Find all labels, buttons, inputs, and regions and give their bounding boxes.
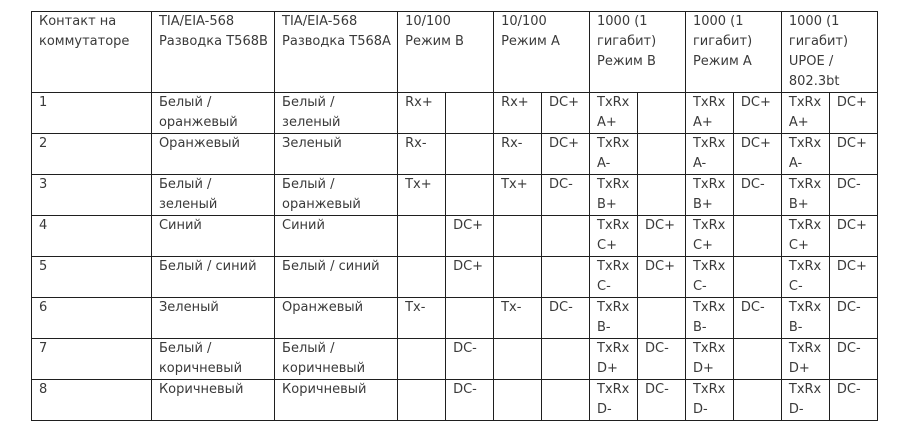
cell-t568b: Белый / коричневый	[151, 339, 274, 380]
cell-10-100-mode-a-data: Rx+	[494, 93, 542, 134]
cell-t568b: Зеленый	[151, 298, 274, 339]
cell-10-100-mode-a-power: DC+	[542, 134, 590, 175]
cell-10-100-mode-a-power: DC-	[542, 298, 590, 339]
cell-upoe-power: DC-	[829, 380, 877, 421]
cell-10-100-mode-a-data: Tx+	[494, 175, 542, 216]
cell-pin: 3	[32, 175, 152, 216]
cell-upoe-data: TxRx B-	[781, 298, 829, 339]
cell-1000-mode-b-power: DC+	[637, 257, 685, 298]
cell-1000-mode-a-power	[733, 380, 781, 421]
cell-t568a: Оранжевый	[275, 298, 398, 339]
cell-upoe-data: TxRx A+	[781, 93, 829, 134]
cell-1000-mode-b-data: TxRx A+	[590, 93, 638, 134]
cell-1000-mode-b-data: TxRx A-	[590, 134, 638, 175]
cell-1000-mode-a-data: TxRx C+	[685, 216, 733, 257]
header-row	[32, 12, 878, 93]
cell-1000-mode-b-data: TxRx C+	[590, 216, 638, 257]
cell-upoe-power: DC-	[829, 339, 877, 380]
cell-upoe-power: DC-	[829, 298, 877, 339]
table-row	[32, 339, 878, 380]
cell-10-100-mode-a-power	[542, 339, 590, 380]
cell-1000-mode-b-data: TxRx B-	[590, 298, 638, 339]
cell-t568a: Синий	[275, 216, 398, 257]
cell-pin: 2	[32, 134, 152, 175]
cell-1000-mode-b-data: TxRx B+	[590, 175, 638, 216]
cell-10-100-mode-a-power	[542, 216, 590, 257]
cell-1000-mode-a-power: DC+	[733, 134, 781, 175]
cell-10-100-mode-a-data: Rx-	[494, 134, 542, 175]
cell-1000-mode-a-power: DC-	[733, 175, 781, 216]
cell-10-100-mode-b-data	[398, 257, 446, 298]
cell-upoe-data: TxRx D+	[781, 339, 829, 380]
cell-t568a: Белый / оранжевый	[275, 175, 398, 216]
cell-10-100-mode-a-data	[494, 257, 542, 298]
header-10-100-mode-b: 10/100 Режим B	[398, 12, 494, 93]
pinout-table	[31, 11, 878, 421]
cell-1000-mode-a-data: TxRx D+	[685, 339, 733, 380]
cell-10-100-mode-b-data	[398, 216, 446, 257]
cell-1000-mode-a-power	[733, 339, 781, 380]
table-row	[32, 380, 878, 421]
cell-1000-mode-b-data: TxRx D+	[590, 339, 638, 380]
cell-10-100-mode-a-data	[494, 380, 542, 421]
table-row	[32, 257, 878, 298]
cell-1000-mode-a-power	[733, 257, 781, 298]
table-row	[32, 175, 878, 216]
table-row	[32, 216, 878, 257]
cell-1000-mode-b-power: DC-	[637, 380, 685, 421]
cell-upoe-data: TxRx D-	[781, 380, 829, 421]
header-contact: Контакт на коммутаторе	[32, 12, 152, 93]
cell-t568a: Белый / зеленый	[275, 93, 398, 134]
cell-t568b: Коричневый	[151, 380, 274, 421]
cell-1000-mode-a-data: TxRx A+	[685, 93, 733, 134]
cell-10-100-mode-a-data	[494, 339, 542, 380]
cell-1000-mode-a-power: DC-	[733, 298, 781, 339]
cell-1000-mode-b-power	[637, 93, 685, 134]
cell-10-100-mode-b-power: DC+	[446, 257, 494, 298]
cell-10-100-mode-a-data: Tx-	[494, 298, 542, 339]
cell-t568b: Синий	[151, 216, 274, 257]
cell-t568b: Оранжевый	[151, 134, 274, 175]
cell-1000-mode-a-power: DC+	[733, 93, 781, 134]
cell-1000-mode-a-data: TxRx D-	[685, 380, 733, 421]
cell-10-100-mode-b-power: DC-	[446, 339, 494, 380]
cell-10-100-mode-a-power: DC-	[542, 175, 590, 216]
cell-t568b: Белый / оранжевый	[151, 93, 274, 134]
table-header	[32, 12, 878, 93]
cell-1000-mode-a-data: TxRx B+	[685, 175, 733, 216]
cell-10-100-mode-b-power	[446, 93, 494, 134]
cell-1000-mode-a-data: TxRx A-	[685, 134, 733, 175]
cell-upoe-power: DC+	[829, 134, 877, 175]
cell-1000-mode-b-power	[637, 298, 685, 339]
cell-t568a: Зеленый	[275, 134, 398, 175]
cell-upoe-power: DC+	[829, 216, 877, 257]
cell-10-100-mode-b-data	[398, 339, 446, 380]
cell-10-100-mode-a-power: DC+	[542, 93, 590, 134]
cell-t568a: Белый / коричневый	[275, 339, 398, 380]
cell-1000-mode-b-data: TxRx D-	[590, 380, 638, 421]
cell-upoe-data: TxRx C-	[781, 257, 829, 298]
cell-10-100-mode-b-data: Tx+	[398, 175, 446, 216]
cell-10-100-mode-b-power: DC-	[446, 380, 494, 421]
cell-10-100-mode-a-power	[542, 257, 590, 298]
cell-pin: 6	[32, 298, 152, 339]
table-row	[32, 298, 878, 339]
cell-upoe-power: DC-	[829, 175, 877, 216]
cell-upoe-data: TxRx B+	[781, 175, 829, 216]
header-1000-mode-b: 1000 (1 гигабит) Режим B	[590, 12, 686, 93]
cell-10-100-mode-b-data: Rx-	[398, 134, 446, 175]
cell-1000-mode-b-power: DC-	[637, 339, 685, 380]
header-10-100-mode-a: 10/100 Режим A	[494, 12, 590, 93]
header-t568a: TIA/EIA-568 Разводка T568A	[275, 12, 398, 93]
cell-t568a: Белый / синий	[275, 257, 398, 298]
cell-upoe-data: TxRx C+	[781, 216, 829, 257]
cell-10-100-mode-a-data	[494, 216, 542, 257]
cell-1000-mode-b-power	[637, 175, 685, 216]
cell-10-100-mode-b-data: Rx+	[398, 93, 446, 134]
cell-1000-mode-a-power	[733, 216, 781, 257]
cell-10-100-mode-b-power	[446, 134, 494, 175]
header-1000-upoe: 1000 (1 гигабит) UPOE / 802.3bt	[781, 12, 877, 93]
cell-pin: 1	[32, 93, 152, 134]
cell-upoe-data: TxRx A-	[781, 134, 829, 175]
cell-t568a: Коричневый	[275, 380, 398, 421]
table-row	[32, 134, 878, 175]
cell-10-100-mode-a-power	[542, 380, 590, 421]
cell-pin: 5	[32, 257, 152, 298]
cell-1000-mode-b-data: TxRx C-	[590, 257, 638, 298]
cell-t568b: Белый / синий	[151, 257, 274, 298]
cell-1000-mode-a-data: TxRx C-	[685, 257, 733, 298]
table-row	[32, 93, 878, 134]
cell-pin: 8	[32, 380, 152, 421]
cell-pin: 4	[32, 216, 152, 257]
cell-pin: 7	[32, 339, 152, 380]
cell-upoe-power: DC+	[829, 257, 877, 298]
cell-10-100-mode-b-data: Tx-	[398, 298, 446, 339]
table-body	[32, 93, 878, 421]
cell-10-100-mode-b-power: DC+	[446, 216, 494, 257]
header-t568b: TIA/EIA-568 Разводка T568B	[151, 12, 274, 93]
cell-t568b: Белый / зеленый	[151, 175, 274, 216]
cell-1000-mode-a-data: TxRx B-	[685, 298, 733, 339]
cell-10-100-mode-b-data	[398, 380, 446, 421]
cell-10-100-mode-b-power	[446, 298, 494, 339]
cell-upoe-power: DC+	[829, 93, 877, 134]
cell-1000-mode-b-power	[637, 134, 685, 175]
cell-10-100-mode-b-power	[446, 175, 494, 216]
cell-1000-mode-b-power: DC+	[637, 216, 685, 257]
header-1000-mode-a: 1000 (1 гигабит) Режим A	[685, 12, 781, 93]
